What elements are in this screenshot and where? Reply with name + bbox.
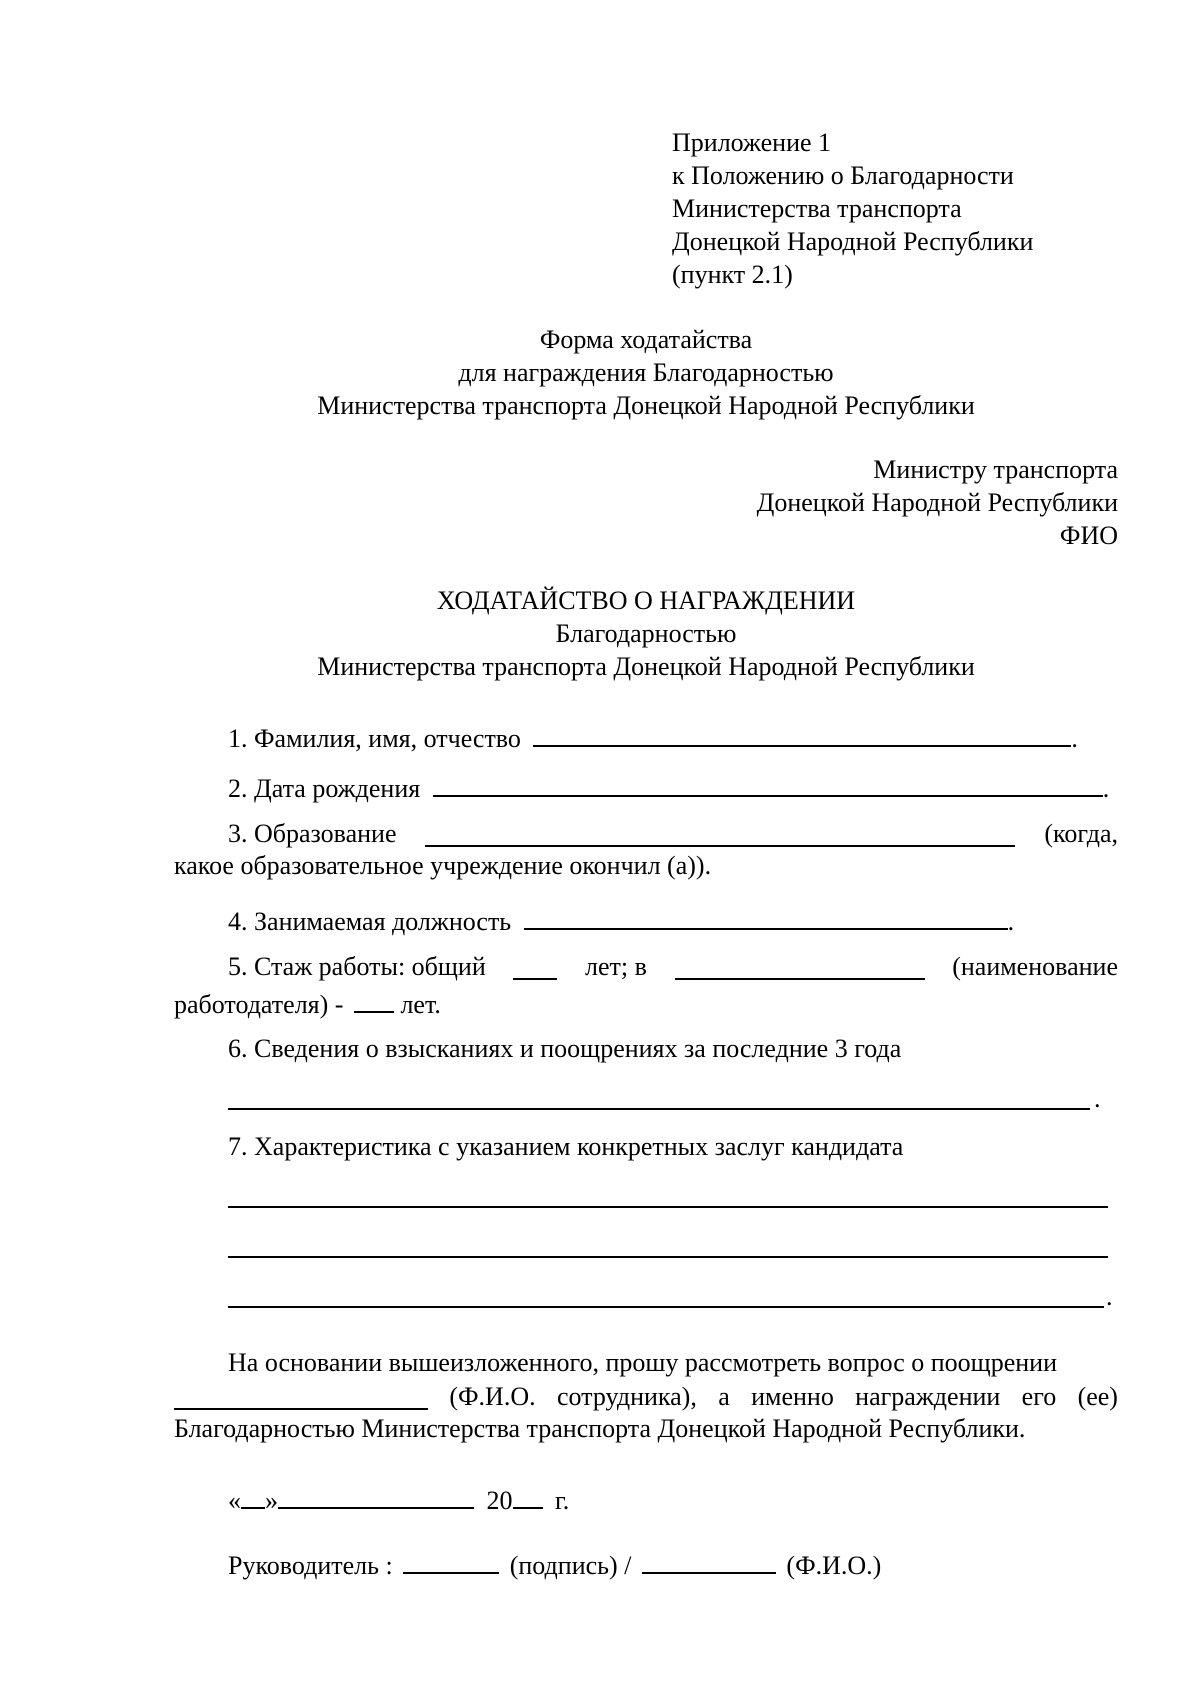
employer-experience-field[interactable] bbox=[354, 986, 394, 1013]
signature-field[interactable] bbox=[403, 1547, 499, 1574]
petition-title-line-2: Благодарностью bbox=[555, 619, 737, 648]
conclusion-word: сотрудника), bbox=[556, 1382, 697, 1411]
item-5-continuation bbox=[174, 986, 441, 1018]
month-field[interactable] bbox=[278, 1482, 474, 1509]
merits-field-line-2[interactable] bbox=[228, 1256, 1108, 1258]
period: . bbox=[1102, 774, 1110, 803]
item-2 bbox=[228, 770, 1109, 802]
period: . bbox=[1007, 907, 1015, 936]
form-title-line-1: Форма ходатайства bbox=[539, 325, 753, 354]
employer-name-field[interactable] bbox=[675, 953, 925, 980]
item-4-label: 4. Занимаемая должность bbox=[228, 907, 512, 936]
conclusion-word: а bbox=[718, 1382, 730, 1411]
open-quote: « bbox=[228, 1486, 241, 1515]
item-3-continuation: какое образовательное учреждение окончил (а)). bbox=[174, 851, 712, 880]
merits-field-line-1[interactable] bbox=[228, 1206, 1108, 1208]
item-5-employer-note: (наименование bbox=[952, 952, 1118, 981]
item-5-label: 5. Стаж работы: общий bbox=[228, 952, 486, 981]
year-field[interactable] bbox=[513, 1482, 543, 1509]
item-3-label: 3. Образование bbox=[228, 819, 397, 848]
signature-line bbox=[228, 1547, 881, 1579]
conclusion-line-3: Благодарностью Министерства транспорта Донецкой Народной Республики. bbox=[174, 1414, 1026, 1443]
petition-title-line-3: Министерства транспорта Донецкой Народной Республики bbox=[317, 652, 975, 681]
conclusion-word: (Ф.И.О. bbox=[449, 1382, 536, 1411]
conclusion-line-1 bbox=[228, 1350, 1118, 1376]
date-line bbox=[228, 1482, 569, 1514]
close-quote: » bbox=[265, 1486, 278, 1515]
addressee-fio: ФИО bbox=[1059, 521, 1118, 550]
conclusion-word: награждении bbox=[855, 1382, 1001, 1411]
head-fio-field[interactable] bbox=[642, 1547, 776, 1574]
item-5 bbox=[228, 953, 1118, 980]
item-1 bbox=[228, 720, 1078, 752]
year-prefix: 20 bbox=[486, 1486, 513, 1515]
full-name-field[interactable] bbox=[533, 720, 1071, 747]
conclusion-word: (ее) bbox=[1077, 1382, 1118, 1411]
birth-date-field[interactable] bbox=[433, 770, 1103, 797]
item-5-years-label: лет. bbox=[400, 990, 441, 1019]
appendix-line-2: к Положению о Благодарности bbox=[672, 161, 1014, 190]
fio-caption: (Ф.И.О.) bbox=[786, 1551, 882, 1580]
appendix-line-5: (пункт 2.1) bbox=[672, 260, 793, 289]
form-title-line-3: Министерства транспорта Донецкой Народной Республики bbox=[317, 391, 975, 420]
item-3-when: (когда, bbox=[1044, 819, 1118, 848]
appendix-line-4: Донецкой Народной Республики bbox=[672, 227, 1034, 256]
item-5-years-in: лет; в bbox=[585, 952, 647, 981]
merits-field-line-3[interactable] bbox=[228, 1306, 1104, 1308]
appendix-line-1: Приложение 1 bbox=[672, 128, 832, 157]
position-field[interactable] bbox=[524, 903, 1008, 930]
conclusion-word: именно bbox=[751, 1382, 834, 1411]
item-6-label: 6. Сведения о взысканиях и поощрениях за последние 3 года bbox=[228, 1034, 902, 1063]
item-1-label: 1. Фамилия, имя, отчество bbox=[228, 724, 521, 753]
day-field[interactable] bbox=[241, 1482, 265, 1509]
item-7-label: 7. Характеристика с указанием конкретных заслуг кандидата bbox=[228, 1132, 904, 1161]
head-label: Руководитель : bbox=[228, 1551, 393, 1580]
form-title-line-2: для награждения Благодарностью bbox=[458, 358, 834, 387]
total-experience-field[interactable] bbox=[513, 953, 557, 980]
item-4 bbox=[228, 903, 1014, 935]
signature-caption: (подпись) / bbox=[509, 1551, 632, 1580]
period: . bbox=[1106, 1282, 1113, 1311]
conclusion-line-2 bbox=[174, 1383, 1118, 1410]
petition-title-line-1: ХОДАТАЙСТВО О НАГРАЖДЕНИИ bbox=[436, 586, 856, 615]
item-5-employer-label: работодателя) - bbox=[174, 990, 344, 1019]
period: . bbox=[1071, 724, 1078, 753]
item-2-label: 2. Дата рождения bbox=[228, 774, 421, 803]
penalties-awards-field[interactable] bbox=[228, 1108, 1090, 1110]
year-suffix: г. bbox=[555, 1486, 570, 1515]
education-field[interactable] bbox=[425, 820, 1015, 847]
addressee-line-1: Министру транспорта bbox=[873, 455, 1118, 484]
conclusion-word: его bbox=[1021, 1382, 1057, 1411]
addressee-line-2: Донецкой Народной Республики bbox=[756, 488, 1118, 517]
item-3 bbox=[228, 820, 1118, 847]
period: . bbox=[1094, 1084, 1101, 1113]
employee-name-field[interactable] bbox=[174, 1383, 428, 1410]
conclusion-text-1: На основании вышеизложенного, прошу рассмотреть вопрос о поощрении bbox=[228, 1348, 1057, 1377]
appendix-line-3: Министерства транспорта bbox=[672, 194, 962, 223]
